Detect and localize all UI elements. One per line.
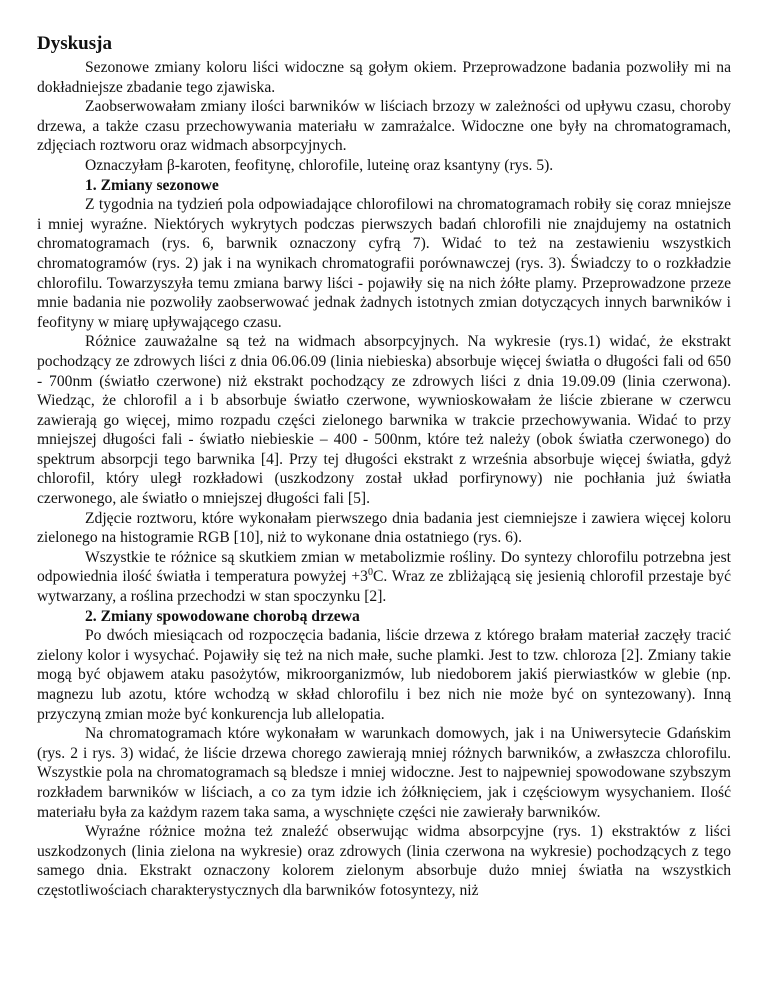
metabolism-text-before: Wszystkie te różnice są skutkiem zmian w metabolizmie rośliny. Do syntezy chlorofilu potrzebna jest odpowiednia ilość światła i temperatura powyżej +3 xyxy=(37,548,731,586)
paragraph-lab-chromatograms: Na chromatogramach które wykonałam w warunkach domowych, jak i na Uniwersytecie Gdańskim (rys. 2 i rys. 3) widać, że liście drzewa chorego zawierają mniej różnych barwników, a zwłaszcza chlorofilu. Wszystkie pola na chromatogramach są bledsze i mniej widoczne. Jest to najpewniej spowodowane szybszym rozkładem barwników w liściach, a co za tym idzie ich żółknięciem, jak i częściowym wysychaniem. Ilość materiału była za każdym razem taka sama, a wyschnięte części nie zawierały barwników. xyxy=(37,725,731,821)
section-heading: Dyskusja xyxy=(37,33,112,54)
paragraph-pigments: Oznaczyłam β-karoten, feofitynę, chlorofile, luteinę oraz ksantyny (rys. 5). xyxy=(85,156,554,174)
metabolism-text-after: C. Wraz ze zbliżającą się jesienią chlorofil przestaje być wytwarzany, a roślina przechodzi w stan spoczynku [2]. xyxy=(37,568,731,606)
paragraph-absorption: Różnice zauważalne są też na widmach absorpcyjnych. Na wykresie (rys.1) widać, że ekstrakt pochodzący ze zdrowych liści z dnia 06.06.09 (linia niebieska) absorbuje więcej światła o długości fali od 650 - 700nm (światło czerwone) niż ekstrakt pochodzący ze zdrowych liści z dnia 19.09.09 (linia czerwona). Wiedząc, że chlorofil a i b absorbuje światło czerwone, wywnioskowałam że liście zbierane w czerwcu zawierają go więcej, mimo rozpadu części zielonego barwnika w trakcie przechowywania. Widać to przy mniejszej długości fali - światło niebieskie – 400 - 500nm, które też należy (obok światła czerwonego) do spektrum absorpcji tego barwnika [4]. Przy tej długości ekstrakt z września absorbuje więcej światła, gdyż chlorofil, który uległ rozkładowi (uszkodzony został układ porfirynowy) nie pochłania już światła czerwonego, ale światło o mniejszej długości fali [5]. xyxy=(37,333,731,508)
paragraph-chlorosis: Po dwóch miesiącach od rozpoczęcia badania, liście drzewa z którego brałam materiał zaczęły tracić zielony kolor i wysychać. Pojawiły się też na nich małe, suche plamki. Jest to tzw. chloroza [2]. Zmiany takie mogą być objawem ataku pasożytów, mikroorganizmów, lub niedoborem jakiś pierwiastków w glebie (np. magnezu lub azotu, które wchodzą w skład chlorofilu i bez nich nie może być on syntezowany). Inną przyczyną zmian może być konkurencja lub allelopatia. xyxy=(37,627,731,723)
paragraph-spectra: Wyraźne różnice można też znaleźć obserwując widma absorpcyjne (rys. 1) ekstraktów z liści uszkodzonych (linia zielona na wykresie) oraz zdrowych (linia czerwona na wykresie) pochodzących z tego samego dnia. Ekstrakt oznaczony kolorem zielonym absorbuje dużo mniej światła na wszystkich częstotliwościach charakterystycznych dla barwników fotosyntezy, niż xyxy=(37,823,731,899)
paragraph-photo: Zdjęcie roztworu, które wykonałam pierwszego dnia badania jest ciemniejsze i zawiera więcej koloru zielonego na histogramie RGB [10], niż to wykonane dnia ostatniego (rys. 6). xyxy=(37,509,731,547)
subheading-disease: 2. Zmiany spowodowane chorobą drzewa xyxy=(85,607,360,625)
paragraph-chromatograms: Z tygodnia na tydzień pola odpowiadające chlorofilowi na chromatogramach robiły się coraz mniejsze i mniej wyraźne. Niektórych wykrytych podczas pierwszych badań chlorofili nie znajdujemy na ostatnich chromatogramach (rys. 6, barwnik oznaczony cyfrą 7). Widać to też na zestawieniu wszystkich chromatogramów (rys. 2) jak i na wynikach chromatografii porównawczej (rys. 3). Świadczy to o rozkładzie chlorofilu. Towarzyszyła temu zmiana barwy liści - pojawiły się na nich żółte plamy. Przeprowadzone przeze mnie badania nie pozwoliły zaobserwować jednak żadnych istotnych zmian dotyczących innych barwników i feofityny w miarę upływającego czasu. xyxy=(37,196,731,331)
paragraph-metabolism xyxy=(37,548,731,607)
paragraph-observations: Zaobserwowałam zmiany ilości barwników w liściach brzozy w zależności od upływu czasu, choroby drzewa, a także czasu przechowywania materiału w zamrażalce. Widoczne one były na chromatogramach, zdjęciach roztworu oraz widmach absorpcyjnych. xyxy=(37,98,731,155)
temperature-superscript: 0 xyxy=(367,567,373,579)
document-page xyxy=(37,31,731,901)
subheading-seasonal: 1. Zmiany sezonowe xyxy=(85,176,219,194)
paragraph-intro: Sezonowe zmiany koloru liści widoczne są gołym okiem. Przeprowadzone badania pozwoliły mi na dokładniejsze zbadanie tego zjawiska. xyxy=(37,59,731,96)
